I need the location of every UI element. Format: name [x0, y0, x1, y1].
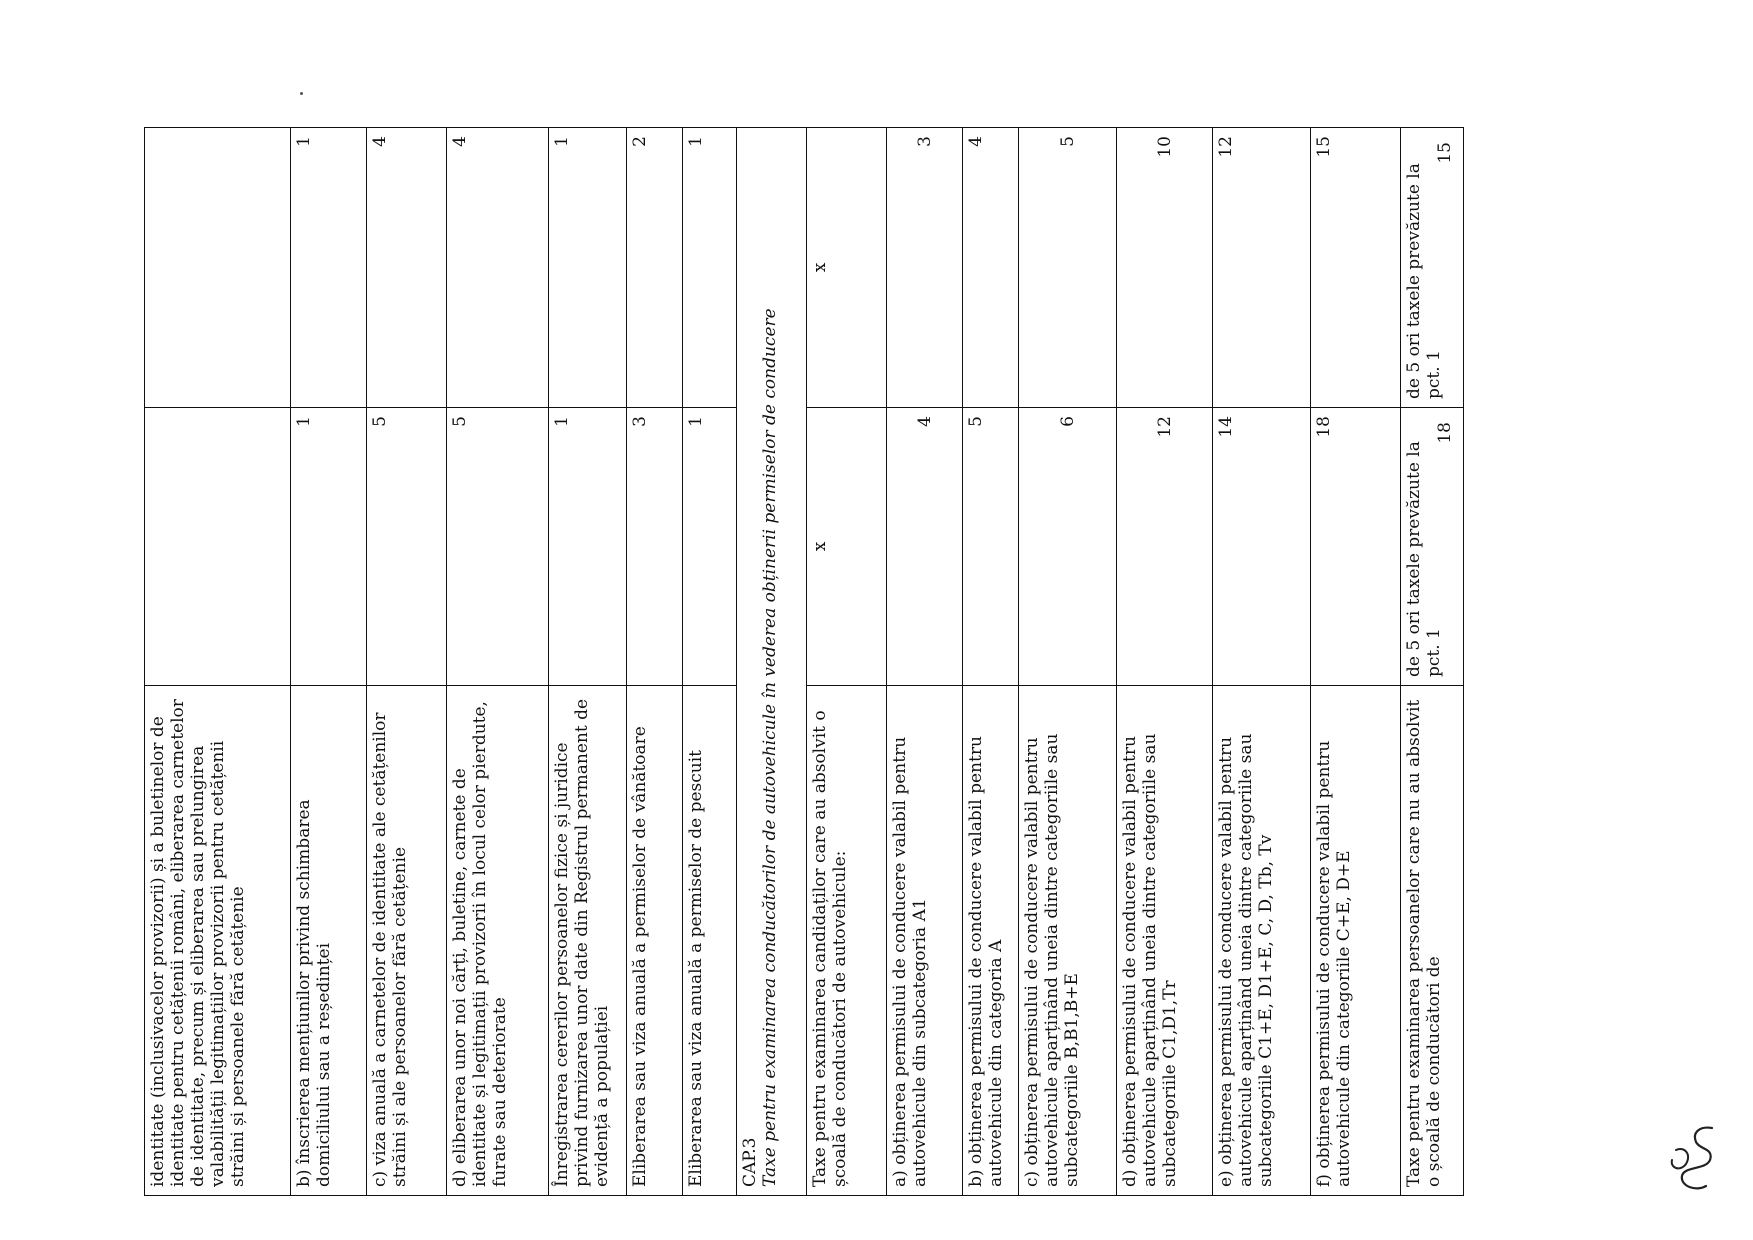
- fee-value: 4: [887, 408, 963, 686]
- fee-value: 15: [1435, 142, 1455, 164]
- rotated-page: [144, 128, 1464, 1196]
- table-row: [447, 128, 549, 1196]
- table-row: [807, 128, 887, 1196]
- row-label: Eliberarea sau viza anuală a permiselor de vânătoare: [627, 686, 683, 1196]
- fee-value: 4: [367, 128, 447, 408]
- row-label: Taxe pentru examinarea persoanelor care nu au absolvit o școală de conducători de: [1401, 686, 1464, 1196]
- fee-table: [144, 127, 1464, 1196]
- fee-value: x: [807, 128, 887, 408]
- chapter-row: [737, 128, 807, 1196]
- fee-value: 3: [627, 408, 683, 686]
- row-label: a) obținerea permisului de conducere valabil pentru autovehicule din subcategoria A1: [887, 686, 963, 1196]
- fee-value: 1: [291, 408, 367, 686]
- table-row: [683, 128, 737, 1196]
- fee-note-text: de 5 ori taxele prevăzute la pct. 1: [1404, 163, 1444, 399]
- table-row: [963, 128, 1019, 1196]
- table-row: [1213, 128, 1311, 1196]
- row-label: Înregistrarea cererilor persoanelor fizice și juridice privind furnizarea unor date din Registrul permanent de evidență a populației: [549, 686, 627, 1196]
- fee-value: 14: [1213, 408, 1311, 686]
- table-row: [291, 128, 367, 1196]
- table-row: [1311, 128, 1401, 1196]
- fee-value: 1: [683, 128, 737, 408]
- fee-value: 12: [1117, 408, 1213, 686]
- row-label: c) obținerea permisului de conducere valabil pentru autovehicule aparținând uneia dintre categoriile sau subcategoriile B,B1,B+E: [1019, 686, 1117, 1196]
- row-label: Eliberarea sau viza anuală a permiselor de pescuit: [683, 686, 737, 1196]
- row-label: b) înscrierea mențiunilor privind schimbarea domiciliului sau a reședinței: [291, 686, 367, 1196]
- fee-value: 1: [291, 128, 367, 408]
- scan-speck: [300, 92, 303, 95]
- fee-value: 3: [887, 128, 963, 408]
- table-row: [627, 128, 683, 1196]
- fee-value: 4: [963, 128, 1019, 408]
- signature: [1662, 1120, 1724, 1198]
- row-label: identitate (inclusivacelor provizorii) și a buletinelor de identitate pentru cetățenii români, eliberarea carnetelor de identitate, precum și eliberarea sau prelungirea valabilității legitimațiilor provizorii pentru cetățenii străini și persoanele fără cetățenie: [145, 686, 291, 1196]
- fee-value: [145, 408, 291, 686]
- table-row: [1117, 128, 1213, 1196]
- fee-value: 18: [1435, 422, 1455, 444]
- table-row: [549, 128, 627, 1196]
- row-label: d) eliberarea unor noi cărți, buletine, carnete de identitate și legitimații provizorii în locul celor pierdute, furate sau deteriorate: [447, 686, 549, 1196]
- fee-note: [1401, 128, 1464, 408]
- fee-value: 5: [1019, 128, 1117, 408]
- fee-value: 5: [963, 408, 1019, 686]
- fee-value: 12: [1213, 128, 1311, 408]
- fee-note-text: de 5 ori taxele prevăzute la pct. 1: [1404, 441, 1444, 677]
- fee-value: 5: [447, 408, 549, 686]
- fee-value: 1: [683, 408, 737, 686]
- fee-value: x: [807, 408, 887, 686]
- chapter-title: Taxe pentru examinarea conducătorilor de autovehicule în vederea obținerii permiselor de conducere: [760, 308, 780, 1187]
- fee-value: 4: [447, 128, 549, 408]
- fee-value: 15: [1311, 128, 1401, 408]
- fee-value: 18: [1311, 408, 1401, 686]
- table-row: [367, 128, 447, 1196]
- row-label: f) obținerea permisului de conducere valabil pentru autovehicule din categoriile C+E, D+E: [1311, 686, 1401, 1196]
- row-label: b) obținerea permisului de conducere valabil pentru autovehicule din categoria A: [963, 686, 1019, 1196]
- row-label: Taxe pentru examinarea candidaților care au absolvit o școală de conducători de autovehicule:: [807, 686, 887, 1196]
- fee-value: 10: [1117, 128, 1213, 408]
- chapter-number: CAP.3: [740, 1137, 760, 1187]
- row-label: c) viza anuală a carnetelor de identitate ale cetățenilor străini și ale persoanelor fără cetățenie: [367, 686, 447, 1196]
- table-row: [145, 128, 291, 1196]
- fee-value: [145, 128, 291, 408]
- row-label: e) obținerea permisului de conducere valabil pentru autovehicule aparținând uneia dintre categoriile sau subcategoriile C1+E, D1+E, C, D, Tb, Tv: [1213, 686, 1311, 1196]
- table-row: [1401, 128, 1464, 1196]
- fee-value: 2: [627, 128, 683, 408]
- fee-value: 1: [549, 128, 627, 408]
- fee-value: 5: [367, 408, 447, 686]
- chapter-heading: [737, 128, 807, 1196]
- table-row: [887, 128, 963, 1196]
- table-row: [1019, 128, 1117, 1196]
- fee-note: [1401, 408, 1464, 686]
- fee-value: 1: [549, 408, 627, 686]
- fee-value: 6: [1019, 408, 1117, 686]
- row-label: d) obținerea permisului de conducere valabil pentru autovehicule aparținând uneia dintre categoriile sau subcategoriile C1,D1,Tr: [1117, 686, 1213, 1196]
